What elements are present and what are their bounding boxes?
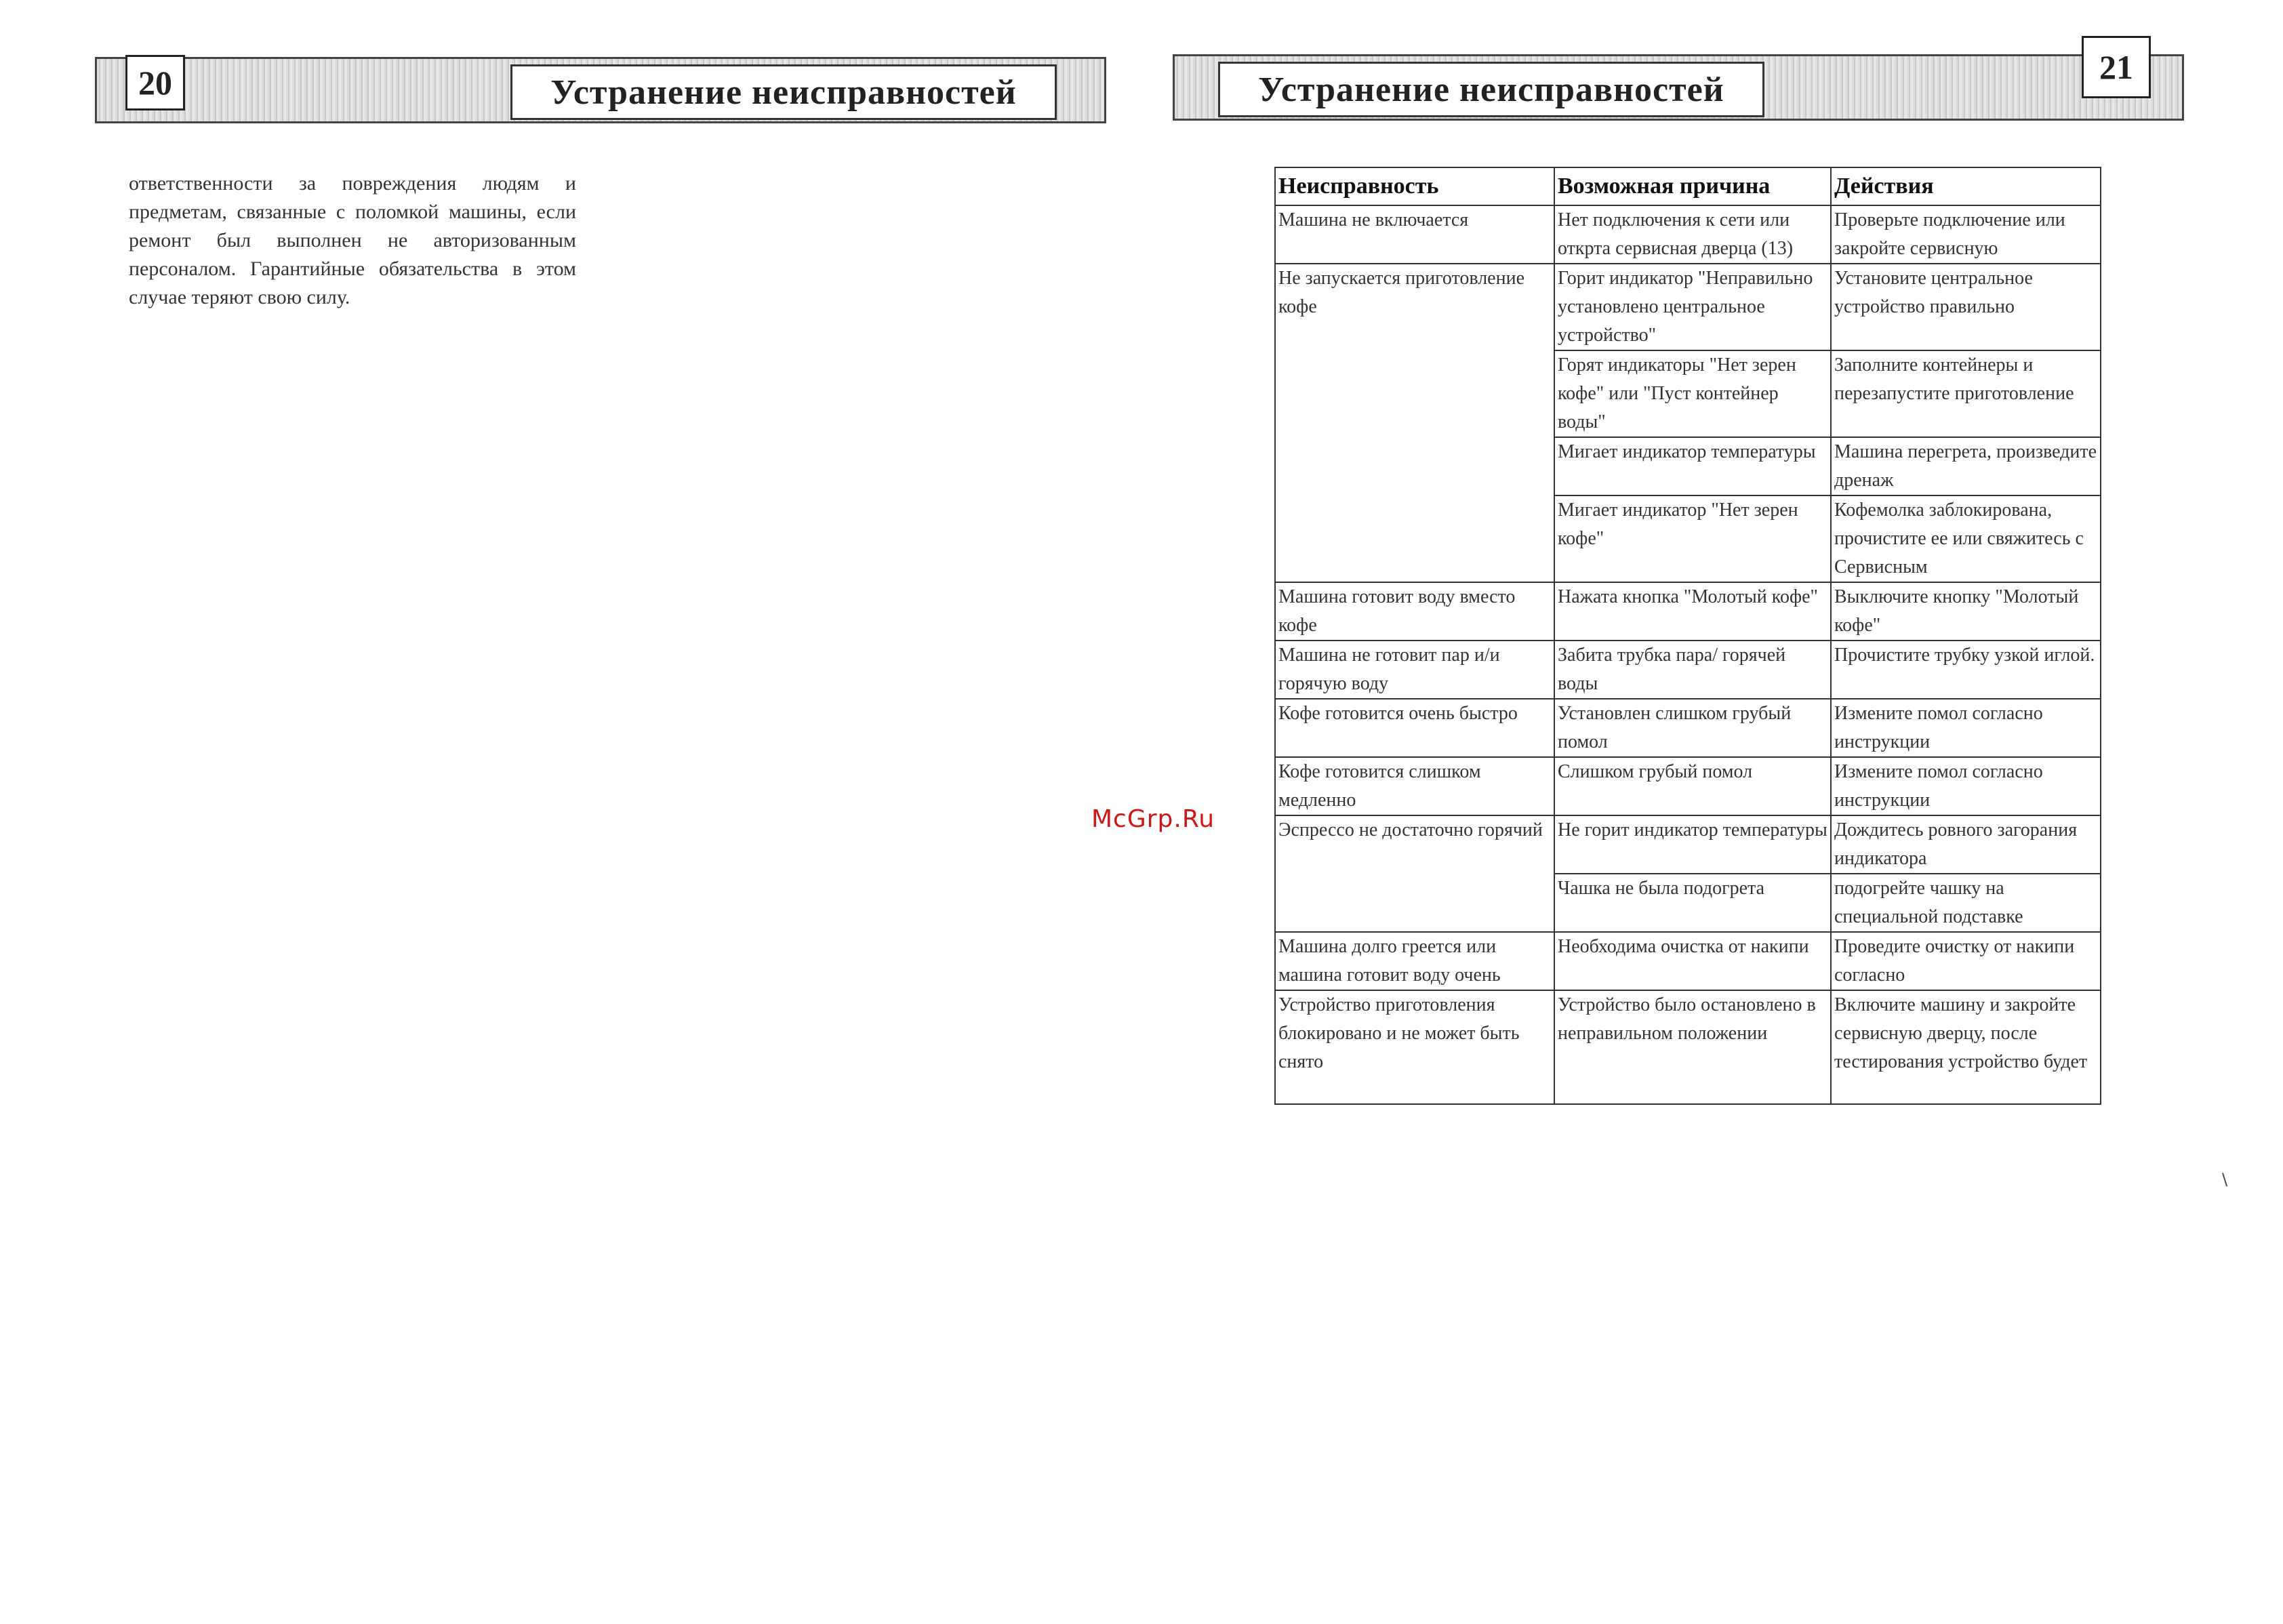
table-row bbox=[1275, 641, 2101, 699]
action-cell: Измените помол согласно инструкции bbox=[1831, 757, 2101, 815]
table-row bbox=[1275, 757, 2101, 815]
header-cause: Возможная причина bbox=[1554, 167, 1831, 205]
action-cell: Измените помол согласно инструкции bbox=[1831, 699, 2101, 757]
fault-cell: Машина готовит воду вместо кофе bbox=[1275, 582, 1554, 641]
cause-cell: Горит индикатор "Неправильно установлено центральное устройство" bbox=[1554, 264, 1831, 350]
cause-cell: Установлен слишком грубый помол bbox=[1554, 699, 1831, 757]
table-row bbox=[1275, 699, 2101, 757]
right-page-number: 21 bbox=[2082, 36, 2151, 98]
action-cell: Проведите очистку от накипи согласно bbox=[1831, 932, 2101, 990]
cause-cell: Слишком грубый помол bbox=[1554, 757, 1831, 815]
fault-cell: Эспрессо не достаточно горячий bbox=[1275, 815, 1554, 932]
left-header-title: Устранение неисправностей bbox=[510, 64, 1057, 120]
fault-cell: Кофе готовится очень быстро bbox=[1275, 699, 1554, 757]
right-header-bar bbox=[1173, 48, 2184, 121]
action-cell: Кофемолка заблокирована, прочистите ее или свяжитесь с Сервисным bbox=[1831, 495, 2101, 582]
cause-cell: Чашка не была подогрета bbox=[1554, 874, 1831, 932]
header-fault: Неисправность bbox=[1275, 167, 1554, 205]
action-cell: Прочистите трубку узкой иглой. bbox=[1831, 641, 2101, 699]
troubleshooting-table bbox=[1274, 167, 2101, 1105]
cause-cell: Мигает индикатор температуры bbox=[1554, 437, 1831, 495]
cause-cell: Необходима очистка от накипи bbox=[1554, 932, 1831, 990]
action-cell: подогрейте чашку на специальной подставке bbox=[1831, 874, 2101, 932]
action-cell: Заполните контейнеры и перезапустите приготовление bbox=[1831, 350, 2101, 437]
header-action: Действия bbox=[1831, 167, 2101, 205]
table-row bbox=[1275, 264, 2101, 350]
cause-cell: Горят индикаторы "Нет зерен кофе" или "Пуст контейнер воды" bbox=[1554, 350, 1831, 437]
fault-cell: Кофе готовится слишком медленно bbox=[1275, 757, 1554, 815]
cause-cell: Забита трубка пара/ горячей воды bbox=[1554, 641, 1831, 699]
fault-cell: Устройство приготовления блокировано и не может быть снято bbox=[1275, 990, 1554, 1104]
action-cell: Дождитесь ровного загорания индикатора bbox=[1831, 815, 2101, 874]
watermark: McGrp.Ru bbox=[1091, 805, 1215, 833]
action-cell: Машина перегрета, произведите дренаж bbox=[1831, 437, 2101, 495]
table-row bbox=[1275, 582, 2101, 641]
table-row bbox=[1275, 815, 2101, 874]
fault-cell: Машина не включается bbox=[1275, 205, 1554, 264]
left-body-text: ответственности за повреждения людям и предметам, связанные с поломкой машины, если ремонт был выполнен не авторизованным персоналом. Гарантийные обязательства в этом случае теряют свою силу. bbox=[129, 172, 576, 308]
table-header-row bbox=[1275, 167, 2101, 205]
cause-cell: Устройство было остановлено в неправильном положении bbox=[1554, 990, 1831, 1104]
action-cell: Установите центральное устройство правильно bbox=[1831, 264, 2101, 350]
table-row bbox=[1275, 205, 2101, 264]
fault-cell: Машина не готовит пар и/и горячую воду bbox=[1275, 641, 1554, 699]
cause-cell: Не горит индикатор температуры bbox=[1554, 815, 1831, 874]
table-row bbox=[1275, 932, 2101, 990]
action-cell: Включите машину и закройте сервисную дверцу, после тестирования устройство будет bbox=[1831, 990, 2101, 1104]
left-header-bar bbox=[95, 57, 1106, 123]
cause-cell: Нет подключения к сети или открта сервисная дверца (13) bbox=[1554, 205, 1831, 264]
table-row bbox=[1275, 990, 2101, 1104]
action-cell: Проверьте подключение или закройте сервисную bbox=[1831, 205, 2101, 264]
fault-cell: Не запускается приготовление кофе bbox=[1275, 264, 1554, 582]
cause-cell: Нажата кнопка "Молотый кофе" bbox=[1554, 582, 1831, 641]
action-cell: Выключите кнопку "Молотый кофе" bbox=[1831, 582, 2101, 641]
cause-cell: Мигает индикатор "Нет зерен кофе" bbox=[1554, 495, 1831, 582]
left-page-number: 20 bbox=[125, 55, 185, 110]
fault-cell: Машина долго греется или машина готовит воду очень bbox=[1275, 932, 1554, 990]
right-header-title: Устранение неисправностей bbox=[1218, 62, 1764, 117]
stray-mark: \ bbox=[2222, 1170, 2228, 1189]
